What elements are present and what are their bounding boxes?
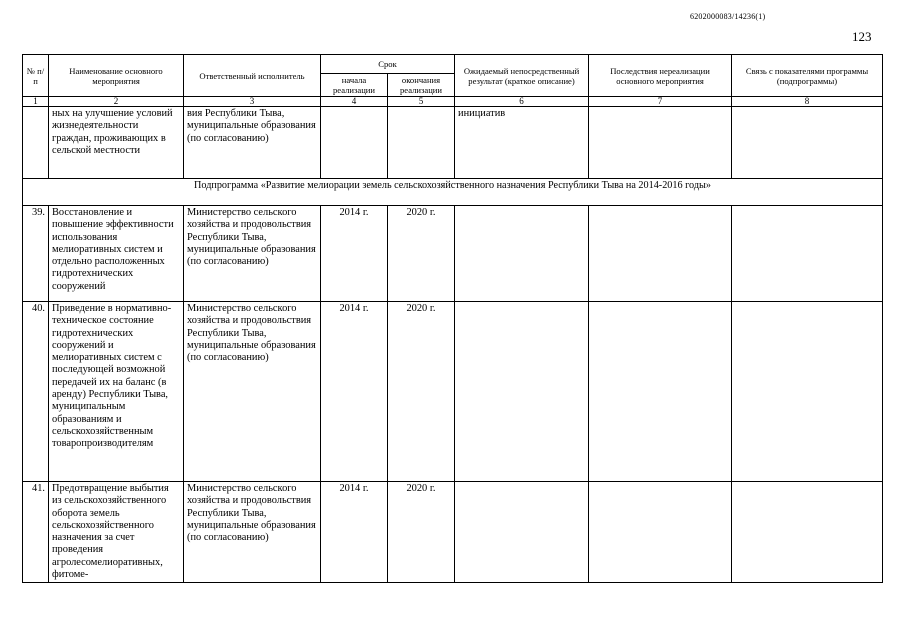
row-end: 2020 г. xyxy=(388,482,455,583)
table-row xyxy=(23,302,883,482)
header-row xyxy=(23,55,883,74)
row-start: 2014 г. xyxy=(321,302,388,482)
document-code: 6202000083/14236(1) xyxy=(690,12,766,21)
row-link xyxy=(732,206,883,302)
row-end: 2020 г. xyxy=(388,206,455,302)
header-term-end: окончания реализации xyxy=(388,74,455,97)
table-row xyxy=(23,206,883,302)
row-name: Приведение в нормативно-техническое состояние гидротехнических сооружений и мелиоративных систем с последующей возможной передачей их на баланс (в аренду) Республики Тыва, муниципальным образованиям и сельскохозяйственным товаропроизводителям xyxy=(49,302,184,482)
header-result: Ожидаемый непосредственный результат (краткое описание) xyxy=(455,55,589,97)
column-number-row xyxy=(23,97,883,107)
header-num: № п/п xyxy=(23,55,49,97)
row-consequences xyxy=(589,482,732,583)
header-responsible: Ответственный исполнитель xyxy=(184,55,321,97)
page-number: 123 xyxy=(852,29,872,44)
row-responsible: вия Республики Тыва, муниципальные образования (по согласованию) xyxy=(184,107,321,179)
row-responsible: Министерство сельского хозяйства и продовольствия Республики Тыва, муниципальные образования (по согласованию) xyxy=(184,302,321,482)
row-consequences xyxy=(589,206,732,302)
column-number: 6 xyxy=(455,97,589,107)
header-term: Срок xyxy=(321,55,455,74)
row-name: Предотвращение выбытия из сельскохозяйственного оборота земель сельскохозяйственного назначения за счет проведения агролесомелиоративных, фитоме- xyxy=(49,482,184,583)
row-responsible: Министерство сельского хозяйства и продовольствия Республики Тыва, муниципальные образования (по согласованию) xyxy=(184,206,321,302)
row-consequences xyxy=(589,302,732,482)
row-num: 41. xyxy=(23,482,49,583)
column-number: 8 xyxy=(732,97,883,107)
header-consequences: Последствия нереализации основного мероприятия xyxy=(589,55,732,97)
table-row xyxy=(23,107,883,179)
subprogram-title: Подпрограмма «Развитие мелиорации земель сельскохозяйственного назначения Республики Тыва на 2014-2016 годы» xyxy=(23,179,883,206)
row-start: 2014 г. xyxy=(321,206,388,302)
section-row xyxy=(23,179,883,206)
row-start xyxy=(321,107,388,179)
row-link xyxy=(732,107,883,179)
column-number: 1 xyxy=(23,97,49,107)
row-result: инициатив xyxy=(455,107,589,179)
column-number: 3 xyxy=(184,97,321,107)
row-link xyxy=(732,482,883,583)
column-number: 4 xyxy=(321,97,388,107)
column-number: 5 xyxy=(388,97,455,107)
table-row xyxy=(23,482,883,583)
row-result xyxy=(455,482,589,583)
header-link: Связь с показателями программы (подпрограммы) xyxy=(732,55,883,97)
row-end: 2020 г. xyxy=(388,302,455,482)
row-end xyxy=(388,107,455,179)
measures-table xyxy=(22,54,883,583)
row-responsible: Министерство сельского хозяйства и продовольствия Республики Тыва, муниципальные образования (по согласованию) xyxy=(184,482,321,583)
row-num xyxy=(23,107,49,179)
column-number: 7 xyxy=(589,97,732,107)
row-result xyxy=(455,302,589,482)
row-name: ных на улучшение условий жизнедеятельности граждан, проживающих в сельской местности xyxy=(49,107,184,179)
row-result xyxy=(455,206,589,302)
row-num: 40. xyxy=(23,302,49,482)
row-num: 39. xyxy=(23,206,49,302)
row-consequences xyxy=(589,107,732,179)
row-name: Восстановление и повышение эффективности использования мелиоративных систем и отдельно расположенных гидротехнических сооружений xyxy=(49,206,184,302)
header-name: Наименование основного мероприятия xyxy=(49,55,184,97)
row-start: 2014 г. xyxy=(321,482,388,583)
column-number: 2 xyxy=(49,97,184,107)
header-term-start: начала реализации xyxy=(321,74,388,97)
row-link xyxy=(732,302,883,482)
